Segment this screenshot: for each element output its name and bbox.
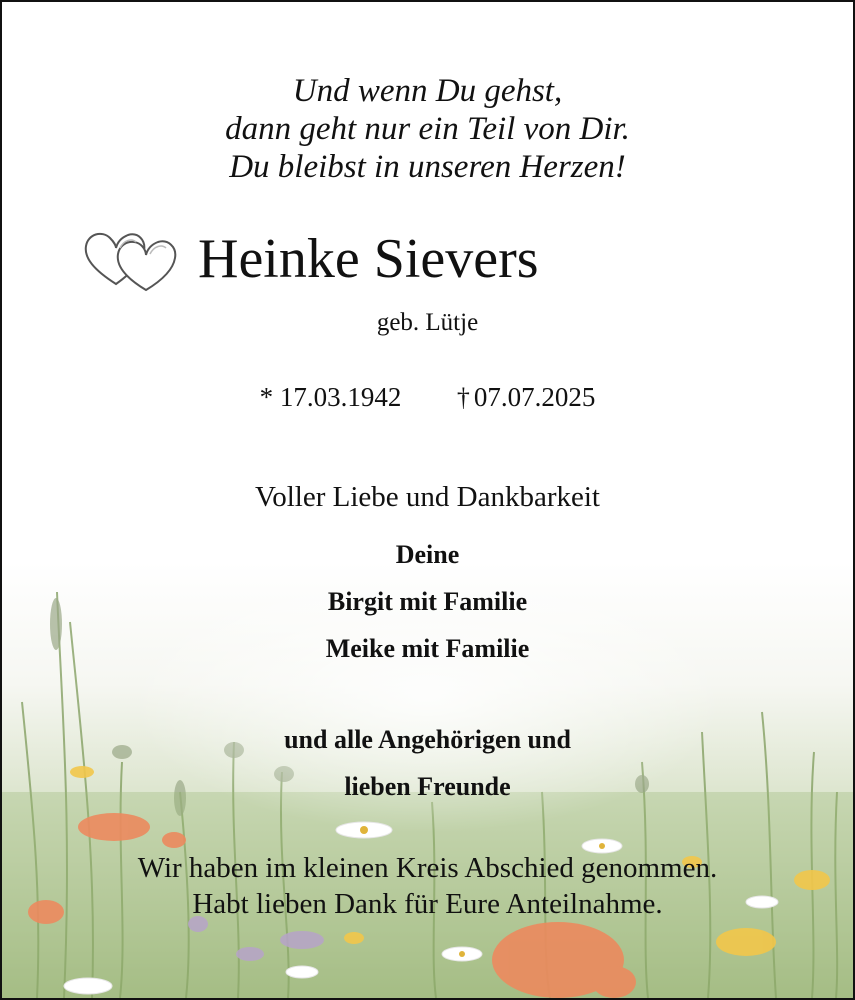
thanks-line: Voller Liebe und Dankbarkeit — [255, 481, 600, 513]
mourner-line-5: lieben Freunde — [344, 772, 511, 801]
closing-line-1: Wir haben im kleinen Kreis Abschied genommen. — [137, 852, 718, 884]
maiden-name: geb. Lütje — [376, 309, 479, 336]
mourner-line-1: Deine — [395, 540, 460, 569]
mourner-line-2: Birgit mit Familie — [327, 587, 528, 616]
poem-line-2: dann geht nur ein Teil von Dir. — [225, 111, 630, 147]
birth-symbol: * — [259, 382, 274, 412]
mourner-line-4: und alle Angehörigen und — [284, 725, 571, 754]
poem-line-3: Du bleibst in unseren Herzen! — [229, 149, 626, 185]
birth-date: 17.03.1942 — [279, 382, 402, 412]
deceased-name: Heinke Sievers — [198, 228, 539, 290]
cross-icon: † — [456, 383, 470, 412]
poem-line-1: Und wenn Du gehst, — [292, 73, 563, 109]
life-dates — [2, 380, 853, 415]
two-hearts-icon — [80, 220, 184, 298]
poem — [2, 72, 853, 186]
closing-line-2: Habt lieben Dank für Eure Anteilnahme. — [192, 888, 663, 920]
death-date: 07.07.2025 — [473, 382, 596, 412]
mourner-line-3: Meike mit Familie — [325, 634, 530, 663]
closing-message — [2, 850, 853, 922]
